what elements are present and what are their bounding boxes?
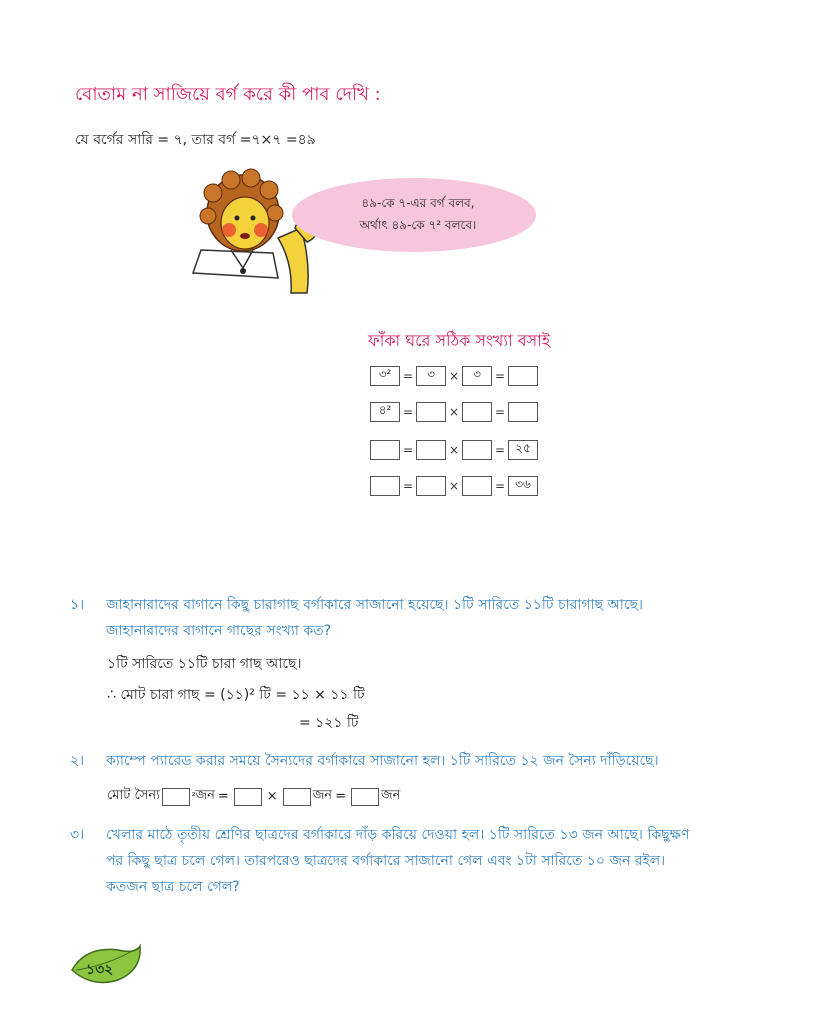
- question-text-line: পর কিছু ছাত্র চলে গেল। তারপরেও ছাত্রদের বর্গাকারে সাজানো গেল এবং ১টা সারিতে ১০ জন রইল।: [106, 853, 666, 869]
- factor-box[interactable]: ৩: [462, 366, 492, 386]
- factor-box[interactable]: [462, 440, 492, 460]
- factor-box[interactable]: [416, 440, 446, 460]
- result-box[interactable]: [508, 366, 538, 386]
- times-sign: ×: [448, 405, 460, 419]
- result-box[interactable]: [508, 402, 538, 422]
- question-2: [70, 748, 810, 774]
- question-text-line: ক্যাম্পে প্যারেড করার সময়ে সৈন্যদের বর্গাকারে সাজানো হল। ১টি সারিতে ১২ জন সৈন্য দাঁড়িয়েছে।: [106, 753, 659, 769]
- question-number: ১।: [70, 597, 85, 613]
- question-number: ৩।: [70, 827, 85, 843]
- factor-box[interactable]: [462, 476, 492, 496]
- section-heading: বোতাম না সাজিয়ে বর্গ করে কী পাব দেখি :: [75, 84, 381, 105]
- factor-box[interactable]: [462, 402, 492, 422]
- times-sign: ×: [266, 789, 278, 804]
- equals-sign: =: [402, 405, 414, 419]
- times-sign: ×: [448, 479, 460, 493]
- unit-label: জন: [312, 788, 333, 803]
- equals-sign: =: [494, 479, 506, 493]
- square-statement: যে বর্গের সারি = ৭, তার বর্গ =৭×৭ =৪৯: [75, 132, 316, 148]
- result-box[interactable]: ৩৬: [508, 476, 538, 496]
- equals-sign: =: [402, 479, 414, 493]
- bubble-line-1: ৪৯-কে ৭-এর বর্গ বলব,: [361, 196, 475, 210]
- question-1: [70, 592, 810, 644]
- bubble-line-2: অর্থাৎ ৪৯-কে ৭² বলবে।: [359, 218, 477, 232]
- total-label: মোট সৈন্য: [107, 788, 160, 803]
- blank-box[interactable]: [351, 788, 379, 806]
- page-number: ১৩২: [86, 962, 114, 978]
- question-text-line: জাহানারাদের বাগানে গাছের সংখ্যা কত?: [106, 623, 332, 639]
- times-sign: ×: [448, 369, 460, 383]
- equals-sign: =: [217, 789, 229, 804]
- factor-box[interactable]: [416, 476, 446, 496]
- unit-label: জন: [380, 788, 401, 803]
- fill-in-title: ফাঁকা ঘরে সঠিক সংখ্যা বসাই: [368, 331, 551, 350]
- equation-row-2: [370, 401, 538, 423]
- solution-answer: = ১২১ টি: [299, 715, 359, 731]
- equals-sign: =: [494, 369, 506, 383]
- square-box[interactable]: ৩²: [370, 366, 400, 386]
- equals-sign: =: [494, 405, 506, 419]
- square-box[interactable]: [370, 440, 400, 460]
- question-text-line: জাহানারাদের বাগানে কিছু চারাগাছ বর্গাকারে সাজানো হয়েছে। ১টি সারিতে ১১টি চারাগাছ আছে।: [106, 597, 643, 613]
- question-text-line: খেলার মাঠে তৃতীয় শ্রেণির ছাত্রদের বর্গাকারে দাঁড় করিয়ে দেওয়া হল। ১টি সারিতে ১৩ জন আছে। কিছুক্ষণ: [106, 827, 690, 843]
- equals-sign: =: [494, 443, 506, 457]
- equation-row-4: [370, 475, 538, 497]
- factor-box[interactable]: [416, 402, 446, 422]
- blank-box[interactable]: [234, 788, 262, 806]
- square-box[interactable]: ৪²: [370, 402, 400, 422]
- soldier-fill-row: [107, 786, 400, 807]
- solution-line: ∴ মোট চারা গাছ = (১১)² টি = ১১ × ১১ টি: [107, 687, 365, 703]
- question-3: [70, 822, 810, 900]
- equation-row-3: [370, 439, 538, 461]
- blank-box[interactable]: [162, 788, 190, 806]
- equals-sign: =: [402, 369, 414, 383]
- times-sign: ×: [448, 443, 460, 457]
- question-number: ২।: [70, 753, 85, 769]
- equals-sign: =: [335, 789, 346, 804]
- unit-label: জন: [195, 788, 215, 803]
- solution-line: ১টি সারিতে ১১টি চারা গাছ আছে।: [107, 656, 302, 672]
- square-box[interactable]: [370, 476, 400, 496]
- square-sign: ²: [191, 791, 196, 802]
- blank-box[interactable]: [283, 788, 311, 806]
- factor-box[interactable]: ৩: [416, 366, 446, 386]
- result-box[interactable]: ২৫: [508, 440, 538, 460]
- speech-bubble-text: [318, 192, 518, 236]
- equation-row-1: [370, 365, 538, 387]
- question-text-line: কতজন ছাত্র চলে গেল?: [106, 879, 240, 895]
- equals-sign: =: [402, 443, 414, 457]
